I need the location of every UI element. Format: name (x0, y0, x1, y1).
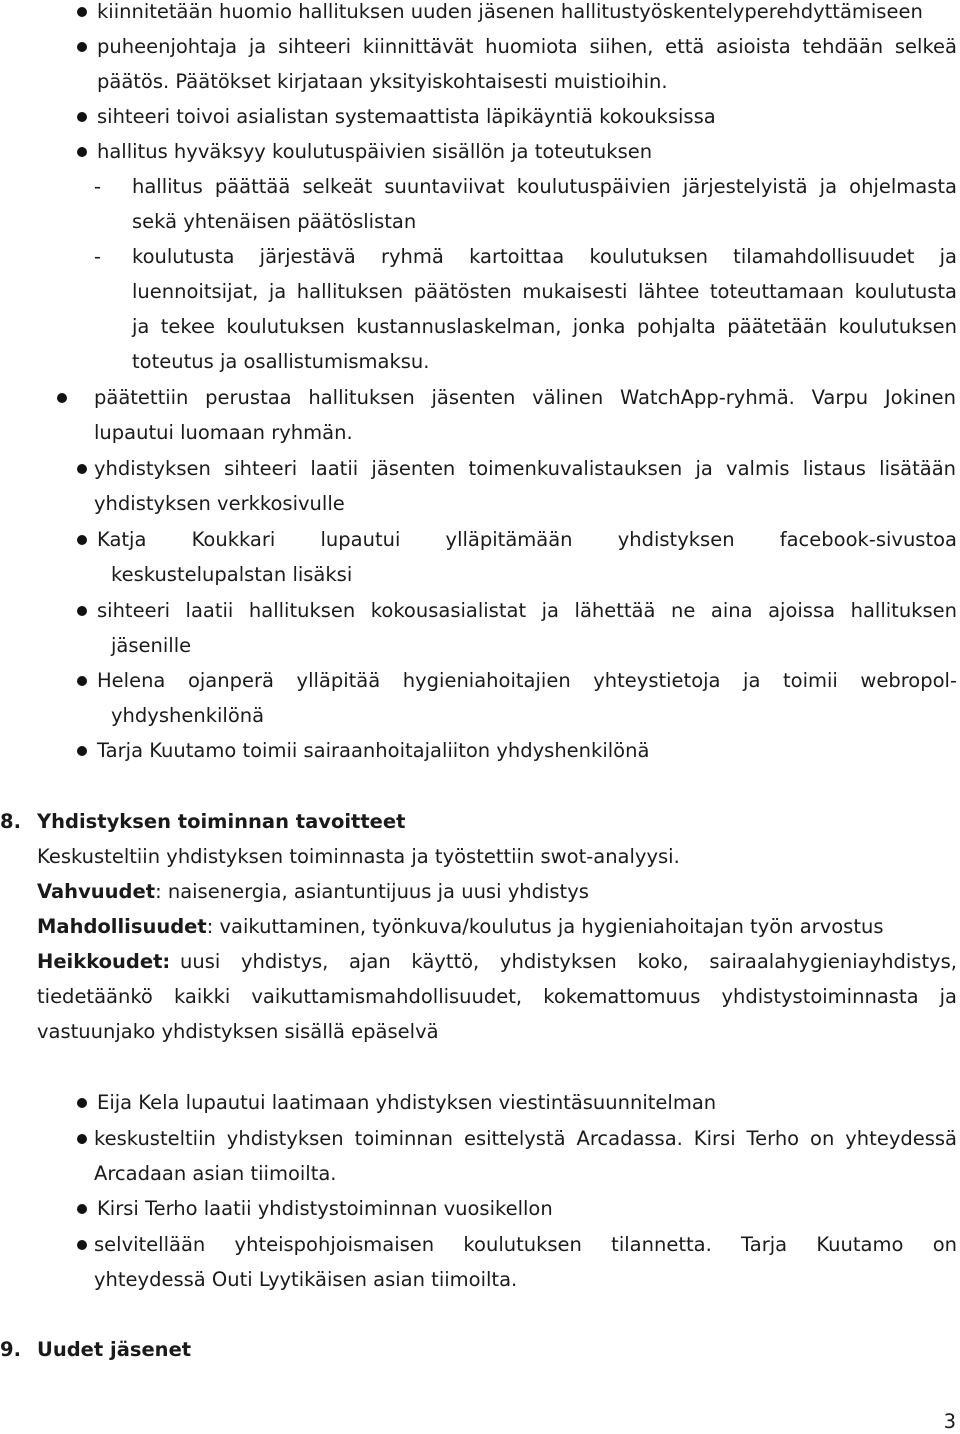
sub-list-item-text: luennoitsijat, ja hallituksen päätösten mukaisesti lähtee toteuttamaan koulutusta (132, 280, 957, 303)
list-item-continuation (0, 415, 960, 450)
list-item-text: jäsenille (111, 634, 192, 657)
page-number: 3 (943, 1410, 956, 1433)
list-item-text: puheenjohtaja ja sihteeri kiinnittävät huomiota siihen, että asioista tehdään selkeä (97, 35, 957, 58)
bullet-icon (77, 1240, 87, 1250)
sub-list-item-text: ja tekee koulutuksen kustannuslaskelman, jonka pohjalta päätetään koulutuksen (132, 315, 957, 338)
swot-weaknesses-continuation (0, 1014, 960, 1049)
weaknesses-text: uusi yhdistys, ajan käyttö, yhdistyksen koko, sairaalahygieniayhdistys, (180, 950, 957, 973)
bullet-icon (77, 606, 87, 616)
bullet-icon (77, 1204, 87, 1214)
list-item-text: yhdyshenkilönä (111, 704, 265, 727)
list-item-continuation (0, 628, 960, 663)
bullet-icon (77, 42, 87, 52)
list-item-text: päätös. Päätökset kirjataan yksityiskohtaisesti muistioihin. (97, 70, 668, 93)
list-item-text: hallitus hyväksyy koulutuspäivien sisällön ja toteutuksen (97, 140, 653, 163)
list-item-continuation (0, 698, 960, 733)
sub-list-item (0, 239, 960, 274)
sub-list-item-continuation (0, 204, 960, 239)
list-item-continuation (0, 1156, 960, 1191)
bullet-icon (77, 112, 87, 122)
sub-list-item-text: koulutusta järjestävä ryhmä kartoittaa koulutuksen tilamahdollisuudet ja (132, 245, 957, 268)
weaknesses-label: Heikkoudet: (37, 950, 171, 973)
list-item-text: yhteydessä Outi Lyytikäisen asian tiimoilta. (94, 1268, 518, 1291)
list-item-continuation (0, 1262, 960, 1297)
bullet-icon (77, 1134, 87, 1144)
list-item-text: Eija Kela lupautui laatimaan yhdistyksen viestintäsuunnitelman (97, 1091, 717, 1114)
swot-opportunities (0, 909, 960, 944)
bullet-icon (57, 393, 67, 403)
list-item (0, 99, 960, 134)
list-item-text: kiinnitetään huomio hallituksen uuden jäsenen hallitustyöskentelyperehdyttämiseen (97, 0, 923, 23)
section-number: 9. (0, 1338, 21, 1361)
section-heading (0, 1332, 960, 1367)
sub-list-item-text: sekä yhtenäisen päätöslistan (132, 210, 417, 233)
weaknesses-text: tiedetäänkö kaikki vaikuttamismahdollisuudet, kokemattomuus yhdistystoiminnasta ja (37, 985, 957, 1008)
swot-strengths (0, 874, 960, 909)
list-item-text: sihteeri toivoi asialistan systemaattista läpikäyntiä kokouksissa (97, 105, 716, 128)
strengths-label: Vahvuudet (37, 880, 156, 903)
weaknesses-text: vastuunjako yhdistyksen sisällä epäselvä (37, 1020, 439, 1043)
sub-list-item-continuation (0, 274, 960, 309)
list-item (0, 134, 960, 169)
swot-weaknesses (0, 944, 960, 979)
list-item (0, 1121, 960, 1156)
list-item-text: selvitellään yhteispohjoismaisen koulutuksen tilannetta. Tarja Kuutamo on (94, 1233, 957, 1256)
sub-list-item-text: hallitus päättää selkeät suuntaviivat koulutuspäivien järjestelyistä ja ohjelmasta (132, 175, 957, 198)
paragraph (0, 839, 960, 874)
list-item (0, 1227, 960, 1262)
section-number: 8. (0, 810, 21, 833)
list-item (0, 593, 960, 628)
swot-weaknesses-continuation (0, 979, 960, 1014)
sub-list-item-text: toteutus ja osallistumismaksu. (132, 350, 430, 373)
bullet-icon (77, 746, 87, 756)
section-title: Yhdistyksen toiminnan tavoitteet (37, 810, 406, 833)
section-title: Uudet jäsenet (37, 1338, 192, 1361)
list-item-text: Kirsi Terho laatii yhdistystoiminnan vuosikellon (97, 1197, 553, 1220)
list-item-text: päätettiin perustaa hallituksen jäsenten välinen WatchApp-ryhmä. Varpu Jokinen (94, 386, 956, 409)
list-item-text: yhdistyksen sihteeri laatii jäsenten toimenkuvalistauksen ja valmis listaus lisätään (94, 457, 956, 480)
bullet-icon (77, 1098, 87, 1108)
list-item-continuation (0, 486, 960, 521)
list-item-text: lupautui luomaan ryhmän. (94, 421, 353, 444)
list-item-text: keskusteltiin yhdistyksen toiminnan esittelystä Arcadassa. Kirsi Terho on yhteydessä (94, 1127, 957, 1150)
bullet-icon (77, 676, 87, 686)
section-heading (0, 804, 960, 839)
list-item (0, 1085, 960, 1120)
dash-marker: - (94, 175, 102, 198)
list-item (0, 451, 960, 486)
list-item-continuation (0, 64, 960, 99)
list-item (0, 733, 960, 768)
list-item-text: Tarja Kuutamo toimii sairaanhoitajaliiton yhdyshenkilönä (97, 739, 650, 762)
opportunities-text: : vaikuttaminen, työnkuva/koulutus ja hygieniahoitajan työn arvostus (206, 915, 884, 938)
list-item-text: sihteeri laatii hallituksen kokousasialistat ja lähettää ne aina ajoissa hallituksen (97, 599, 957, 622)
list-item (0, 29, 960, 64)
list-item-text: keskustelupalstan lisäksi (111, 563, 353, 586)
opportunities-label: Mahdollisuudet (37, 915, 207, 938)
list-item (0, 663, 960, 698)
list-item-text: Katja Koukkari lupautui ylläpitämään yhdistyksen facebook-sivustoa (97, 528, 957, 551)
bullet-icon (77, 7, 87, 17)
list-item (0, 380, 960, 415)
list-item (0, 0, 960, 29)
list-item (0, 522, 960, 557)
strengths-text: : naisenergia, asiantuntijuus ja uusi yhdistys (155, 880, 589, 903)
list-item-continuation (0, 557, 960, 592)
list-item-text: Arcadaan asian tiimoilta. (94, 1162, 337, 1185)
sub-list-item (0, 169, 960, 204)
list-item-text: Helena ojanperä ylläpitää hygieniahoitajien yhteystietoja ja toimii webropol- (97, 669, 957, 692)
dash-marker: - (94, 245, 102, 268)
list-item-text: yhdistyksen verkkosivulle (94, 492, 345, 515)
bullet-icon (77, 147, 87, 157)
bullet-icon (77, 535, 87, 545)
sub-list-item-continuation (0, 309, 960, 344)
list-item (0, 1191, 960, 1226)
bullet-icon (77, 464, 87, 474)
sub-list-item-continuation (0, 344, 960, 379)
paragraph-text: Keskusteltiin yhdistyksen toiminnasta ja työstettiin swot-analyysi. (37, 845, 680, 868)
